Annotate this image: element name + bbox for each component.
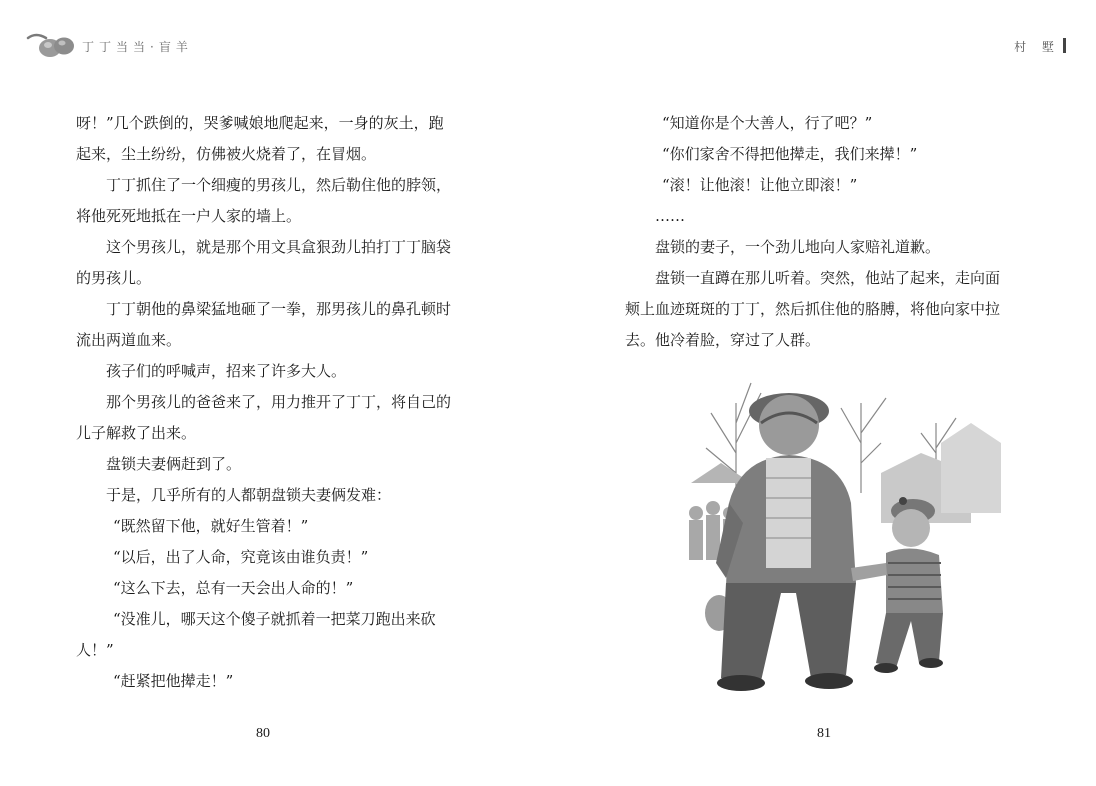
text-line: “以后，出了人命，究竟该由谁负责！”	[113, 548, 369, 566]
text-line: “知道你是个大善人，行了吧？”	[662, 114, 873, 132]
chapter-marker	[1063, 38, 1066, 53]
series-title: 丁丁当当·盲羊	[82, 40, 193, 54]
text-line: “赶紧把他撵走！”	[113, 672, 234, 690]
chapter-title: 村 墅	[1014, 40, 1060, 54]
page-number-left: 80	[256, 726, 270, 741]
text-line: 去。他冷着脸，穿过了人群。	[625, 331, 821, 349]
text-line: 那个男孩儿的爸爸来了，用力推开了丁丁，将自己的	[106, 393, 452, 411]
text-line: “没准儿，哪天这个傻子就抓着一把菜刀跑出来砍	[113, 610, 436, 628]
text-line: 孩子们的呼喊声，招来了许多大人。	[106, 362, 347, 380]
text-line: “滚！让他滚！让他立即滚！”	[662, 176, 858, 194]
right-page-text	[625, 108, 1025, 356]
text-line: 这个男孩儿，就是那个用文具盒狠劲儿拍打丁丁脑袋	[106, 238, 452, 256]
text-line: 盘锁的妻子，一个劲儿地向人家赔礼道歉。	[655, 238, 941, 256]
page-number-right: 81	[817, 726, 831, 741]
text-line: 起来，尘土纷纷，仿佛被火烧着了，在冒烟。	[76, 145, 377, 163]
text-line: “这么下去，总有一天会出人命的！”	[113, 579, 354, 597]
text-line: 流出两道血来。	[76, 331, 182, 349]
text-line: 儿子解救了出来。	[76, 424, 197, 442]
text-line: 的男孩儿。	[76, 269, 152, 287]
text-line: “既然留下他，就好生管着！”	[113, 517, 309, 535]
text-line: 人！”	[76, 641, 114, 659]
text-line: 盘锁一直蹲在那儿听着。突然，他站了起来，走向面	[655, 269, 1001, 287]
illustration-man-and-boy	[681, 363, 1006, 703]
gourd-logo-icon	[26, 28, 82, 62]
text-line: 颊上血迹斑斑的丁丁，然后抓住他的胳膊，将他向家中拉	[625, 300, 1001, 318]
text-line: 将他死死地抵在一户人家的墙上。	[76, 207, 302, 225]
text-line: “你们家舍不得把他撵走，我们来撵！”	[662, 145, 918, 163]
text-line: ……	[655, 207, 685, 225]
text-line: 盘锁夫妻俩赶到了。	[106, 455, 242, 473]
text-line: 丁丁抓住了一个细瘦的男孩儿，然后勒住他的脖领，	[106, 176, 452, 194]
text-line: 丁丁朝他的鼻梁猛地砸了一拳，那男孩儿的鼻孔顿时	[106, 300, 452, 318]
right-page	[548, 0, 1096, 786]
text-line: 于是，几乎所有的人都朝盘锁夫妻俩发难：	[106, 486, 392, 504]
text-line: 呀！”几个跌倒的，哭爹喊娘地爬起来，一身的灰土，跑	[76, 114, 444, 132]
left-page-text	[76, 108, 476, 697]
